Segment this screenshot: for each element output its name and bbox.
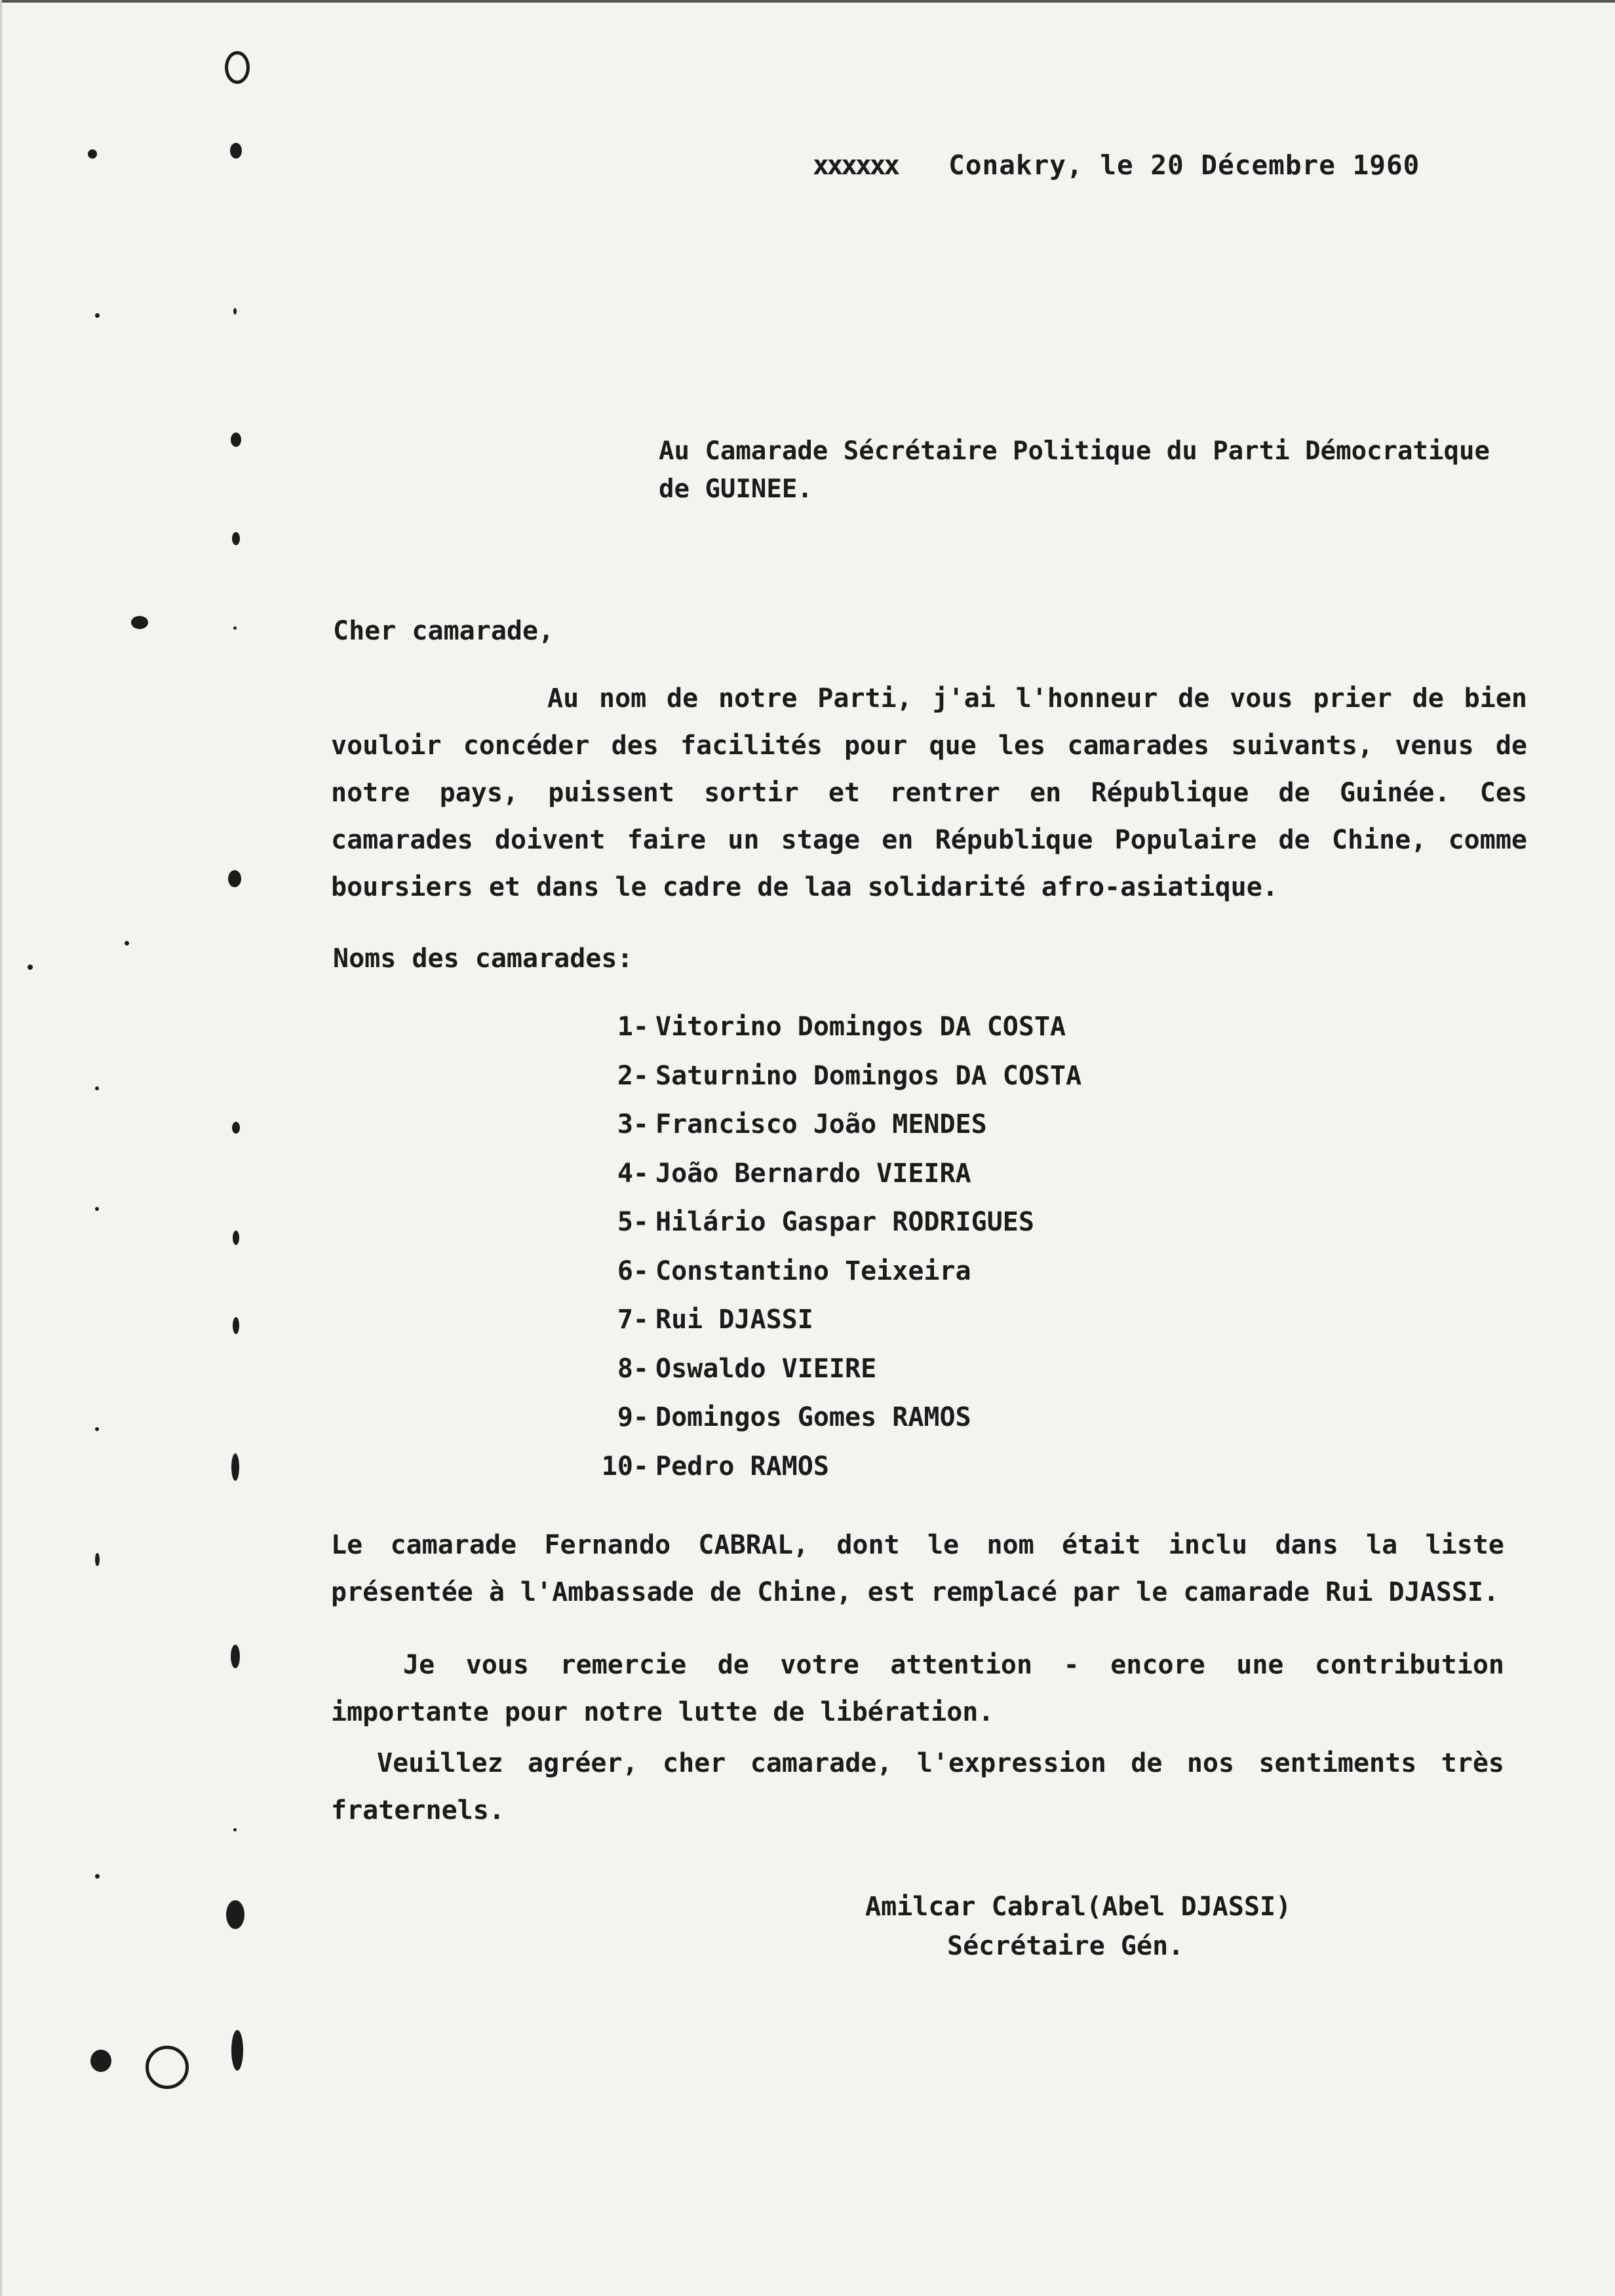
list-item [570, 1442, 1081, 1491]
comrade-name: Constantino Teixeira [655, 1255, 971, 1286]
comrade-name: Pedro RAMOS [655, 1451, 829, 1482]
list-number: 4- [617, 1158, 649, 1189]
punch-hole [226, 1900, 244, 1929]
scan-speck [95, 1553, 100, 1566]
punch-hole [233, 1317, 239, 1334]
list-item [570, 1345, 1081, 1394]
scan-speck [95, 1207, 99, 1211]
list-number: 3- [617, 1109, 649, 1139]
punch-hole [231, 2030, 243, 2071]
struck-out-text: xxxxxx [813, 149, 899, 181]
comrade-name: Oswaldo VIEIRE [655, 1353, 877, 1384]
punch-hole [231, 432, 241, 447]
scan-speck [95, 1874, 100, 1879]
scan-left-edge [0, 0, 2, 2296]
place-date: Conakry, le 20 Décembre 1960 [948, 149, 1420, 181]
signature-block [865, 1887, 1291, 1966]
list-item [570, 1100, 1081, 1149]
scan-speck [233, 626, 237, 630]
scan-speck [233, 308, 237, 315]
scan-speck [233, 1828, 237, 1831]
comrade-name: Hilário Gaspar RODRIGUES [655, 1207, 1034, 1237]
list-number: 2- [617, 1060, 649, 1091]
list-number: 6- [617, 1255, 649, 1286]
comrade-name: Saturnino Domingos DA COSTA [655, 1060, 1082, 1091]
signatory-name: Amilcar Cabral(Abel DJASSI) [865, 1892, 1292, 1922]
list-item [570, 1198, 1081, 1247]
list-number: 1- [617, 1012, 649, 1042]
replacement-paragraph: Le camarade Fernando CABRAL, dont le nom était inclu dans la liste présentée à l'Ambassade de Chine, est remplacé par le camarade Rui DJASSI. [331, 1530, 1504, 1607]
punch-hole [228, 870, 241, 887]
punch-hole [231, 1645, 240, 1668]
punch-hole [131, 616, 148, 629]
comrade-name: Domingos Gomes RAMOS [655, 1402, 971, 1432]
names-list [570, 1003, 1081, 1491]
comrade-name: Francisco João MENDES [655, 1109, 987, 1139]
list-number: 10- [601, 1451, 649, 1482]
comrade-name: João Bernardo VIEIRA [655, 1158, 971, 1189]
scan-speck [95, 1086, 99, 1090]
punch-hole-top [225, 51, 250, 84]
list-item [570, 1003, 1081, 1052]
list-number: 7- [617, 1305, 649, 1335]
thanks-paragraph: Je vous remercie de votre attention - encore une contribution importante pour notre lutte de libération. [331, 1650, 1504, 1727]
comrade-name: Rui DJASSI [655, 1305, 813, 1335]
punch-hole [230, 143, 242, 159]
list-item [570, 1247, 1081, 1296]
list-number: 8- [617, 1353, 649, 1384]
salutation: Cher camarade, [333, 616, 555, 646]
punch-hole [232, 1122, 240, 1134]
scan-top-edge [0, 0, 1615, 3]
scan-speck [125, 941, 129, 946]
punch-hole-ring [146, 2046, 189, 2089]
scan-speck [95, 313, 100, 318]
scan-speck [28, 965, 33, 970]
list-item [570, 1295, 1081, 1345]
scan-speck [95, 1427, 99, 1431]
punch-hole [231, 1453, 239, 1481]
punch-hole [90, 2050, 111, 2072]
names-heading: Noms des camarades: [333, 944, 633, 974]
list-item [570, 1052, 1081, 1101]
addressee-line: de GUINEE. [659, 474, 813, 504]
list-item [570, 1393, 1081, 1442]
closing-paragraph: Veuillez agréer, cher camarade, l'expression de nos sentiments très fraternels. [331, 1748, 1504, 1826]
list-number: 9- [617, 1402, 649, 1432]
list-number: 5- [617, 1207, 649, 1237]
addressee-block [659, 432, 1537, 508]
date-line [813, 149, 1420, 181]
scan-speck [88, 149, 97, 159]
addressee-line: Au Camarade Sécrétaire Politique du Parti Démocratique [659, 436, 1490, 466]
punch-hole [232, 532, 240, 545]
punch-hole [233, 1231, 239, 1245]
signatory-title: Sécrétaire Gén. [947, 1931, 1184, 1961]
body-paragraph: Au nom de notre Parti, j'ai l'honneur de vous prier de bien vouloir concéder des facilités pour que les camarades suivants, venus de notre pays, puissent sortir et rentrer en République de Guinée. Ces camarades doivent faire un stage en République Populaire de Chine, comme boursiers et dans le cadre de laa solidarité afro-asiatique. [331, 683, 1527, 902]
comrade-name: Vitorino Domingos DA COSTA [655, 1012, 1066, 1042]
list-item [570, 1149, 1081, 1198]
